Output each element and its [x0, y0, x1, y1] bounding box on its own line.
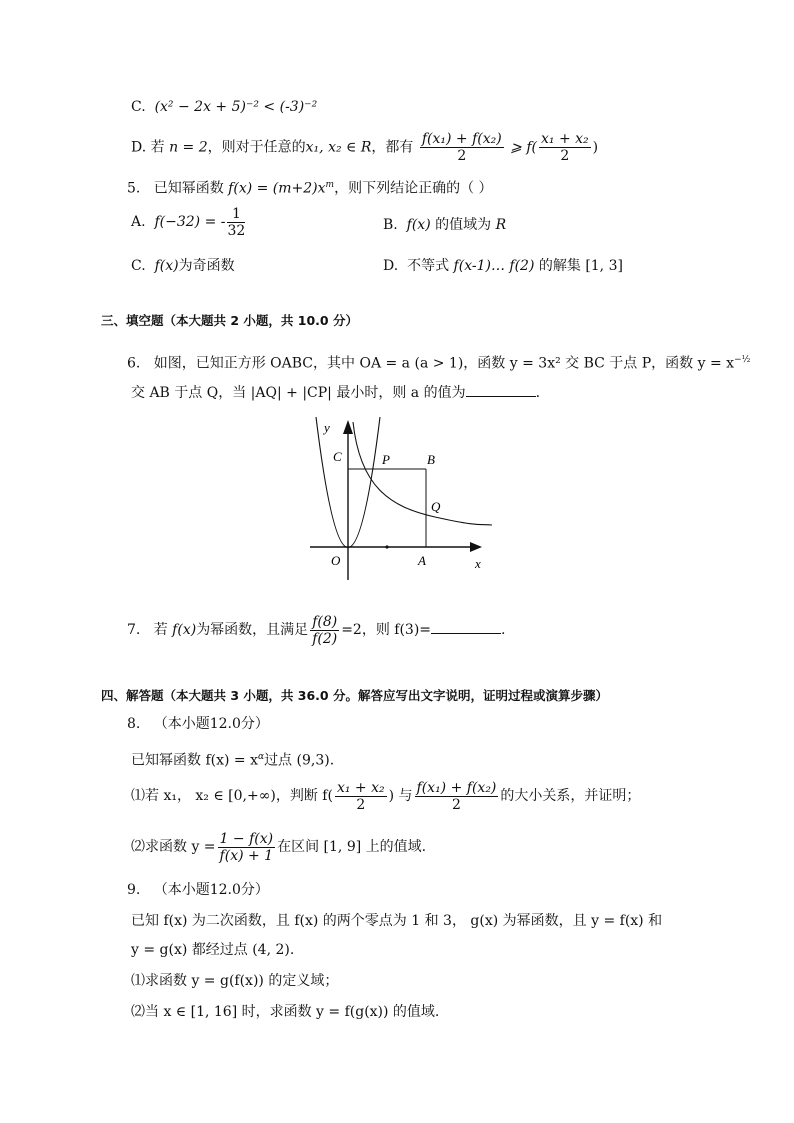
y-axis-arrow — [343, 420, 353, 434]
relation: ⩾ f( — [510, 139, 537, 156]
label-b: B — [427, 452, 435, 467]
question-text: ，则下列结论正确的（ ） — [334, 180, 493, 197]
q5-option-c — [131, 256, 235, 276]
numerator: 1 − f(x) — [219, 830, 274, 847]
fraction — [415, 780, 499, 813]
option-text: ，都有 — [371, 139, 414, 156]
x-axis-arrow — [470, 542, 482, 552]
axis-dot — [385, 545, 388, 548]
section-four-title: 四、解答题（本大题共 3 小题，共 36.0 分。解答应写出文字说明，证明过程或演算步骤） — [101, 688, 608, 703]
power-curve — [353, 422, 492, 525]
numerator: f(x₁) + f(x₂) — [421, 131, 502, 147]
exponent: m — [325, 180, 335, 190]
denominator: 32 — [227, 222, 246, 239]
question-text: =2，则 f(3)= — [341, 622, 432, 638]
option-text: ，则对于任意的 — [207, 139, 306, 156]
fraction — [335, 780, 387, 813]
q8-part-1 — [131, 778, 640, 814]
fraction — [227, 206, 245, 239]
option-label: D. — [131, 139, 147, 156]
q4-option-c — [131, 97, 317, 117]
label-q: Q — [431, 499, 441, 514]
q5-stem — [127, 175, 493, 199]
option-math: R — [495, 217, 507, 233]
option-math: [1, 3] — [585, 258, 623, 274]
question-number: 7. — [127, 622, 141, 638]
answer-blank[interactable] — [466, 382, 536, 397]
numerator: x₁ + x₂ — [336, 779, 385, 796]
fraction — [539, 131, 591, 164]
part-text: ) 与 — [388, 788, 413, 804]
option-math: x₁, x₂ ∈ R — [305, 139, 372, 156]
period: . — [501, 622, 506, 638]
option-label: C. — [131, 258, 146, 274]
question-text: 若 — [153, 622, 168, 638]
period: . — [535, 385, 541, 401]
close-paren: ) — [592, 139, 599, 156]
part-text: 的大小关系，并证明； — [500, 788, 641, 804]
q5-option-a — [131, 205, 247, 239]
denominator: 2 — [457, 148, 467, 164]
option-math: f(x-1)… f(2) — [453, 258, 535, 274]
label-p: P — [382, 452, 390, 467]
fraction — [218, 831, 276, 864]
denominator: f(2) — [312, 630, 338, 647]
figure-square-curves — [300, 412, 500, 587]
question-text: 交 AB 于点 Q，当 |AQ| + |CP| 最小时，则 a 的值为 — [131, 385, 466, 401]
part-text: 在区间 [1, 9] 上的值域. — [277, 839, 427, 855]
score-note: （本小题12.0分） — [153, 716, 269, 732]
q6-line-2 — [131, 382, 540, 403]
option-label: B. — [383, 217, 398, 233]
q9-part-1: ⑴求函数 y = g(f(x)) 的定义域； — [131, 973, 339, 989]
question-math: f(x) = (m+2)x — [228, 180, 326, 197]
fraction — [310, 614, 339, 647]
label-y: y — [324, 420, 330, 435]
q9-header — [127, 880, 269, 900]
q8-stem — [131, 747, 334, 771]
option-text: 若 — [150, 139, 165, 156]
q7 — [127, 612, 506, 648]
option-math: f(−32) = - — [154, 214, 226, 230]
answer-blank[interactable] — [431, 619, 501, 634]
q9-stem-1: 已知 f(x) 为二次函数，且 f(x) 的两个零点为 1 和 3， g(x) 为幂函数，且 y = f(x) 和 — [131, 913, 663, 929]
part-text: ⑵求函数 y = — [131, 839, 216, 855]
fraction — [420, 131, 504, 164]
question-text: 已知幂函数 f(x) = x — [131, 752, 258, 769]
q9-stem-2: y = g(x) 都经过点 (4, 2). — [131, 942, 295, 958]
q5-option-b — [383, 215, 506, 235]
q4-option-d — [131, 131, 598, 164]
question-math: f(x) — [172, 622, 197, 638]
question-text: 过点 (9,3). — [264, 752, 335, 769]
option-text: 为奇函数 — [178, 258, 235, 274]
option-label: C. — [131, 99, 146, 115]
question-number: 9. — [127, 882, 141, 898]
option-text: 的值域为 — [435, 217, 492, 233]
section-three-title: 三、填空题（本大题共 2 小题，共 10.0 分） — [101, 313, 358, 328]
label-o: O — [331, 553, 341, 568]
numerator: f(x₁) + f(x₂) — [416, 779, 497, 796]
exponent: −½ — [734, 355, 751, 365]
label-x: x — [475, 556, 481, 571]
option-label: A. — [131, 214, 146, 230]
option-math: (x² − 2x + 5)⁻² < (-3)⁻² — [154, 99, 318, 115]
question-number: 8. — [127, 716, 141, 732]
q5-option-d — [383, 256, 623, 276]
option-text: 不等式 — [407, 258, 450, 274]
question-text: 如图，已知正方形 OABC，其中 OA = a (a > 1)，函数 y = 3x² 交 BC 于点 P，函数 y = x — [153, 355, 735, 372]
option-math: f(x) — [406, 217, 431, 233]
part-text: ⑴若 x₁， x₂ ∈ [0,+∞)，判断 f( — [131, 788, 333, 804]
q8-header — [127, 714, 269, 734]
question-number: 6. — [127, 355, 141, 372]
denominator: 2 — [560, 148, 570, 164]
label-c: C — [333, 449, 342, 464]
denominator: 2 — [452, 796, 461, 813]
denominator: 2 — [356, 796, 366, 813]
score-note: （本小题12.0分） — [153, 882, 269, 898]
numerator: x₁ + x₂ — [540, 131, 589, 147]
label-a: A — [418, 553, 426, 568]
question-text: 已知幂函数 — [153, 180, 224, 197]
q9-part-2: ⑵当 x ∈ [1, 16] 时，求函数 y = f(g(x)) 的值域. — [131, 1004, 440, 1020]
option-math: f(x) — [154, 258, 179, 274]
q8-part-2 — [131, 829, 426, 865]
exponent: α — [257, 752, 265, 762]
q6-line-1 — [127, 350, 750, 374]
question-text: 为幂函数，且满足 — [196, 622, 309, 638]
question-number: 5. — [127, 180, 141, 197]
option-math: n = 2 — [169, 139, 208, 156]
denominator: f(x) + 1 — [219, 847, 274, 864]
option-label: D. — [383, 258, 399, 274]
numerator: 1 — [227, 206, 245, 223]
numerator: f(8) — [312, 613, 338, 630]
option-text: 的解集 — [538, 258, 581, 274]
